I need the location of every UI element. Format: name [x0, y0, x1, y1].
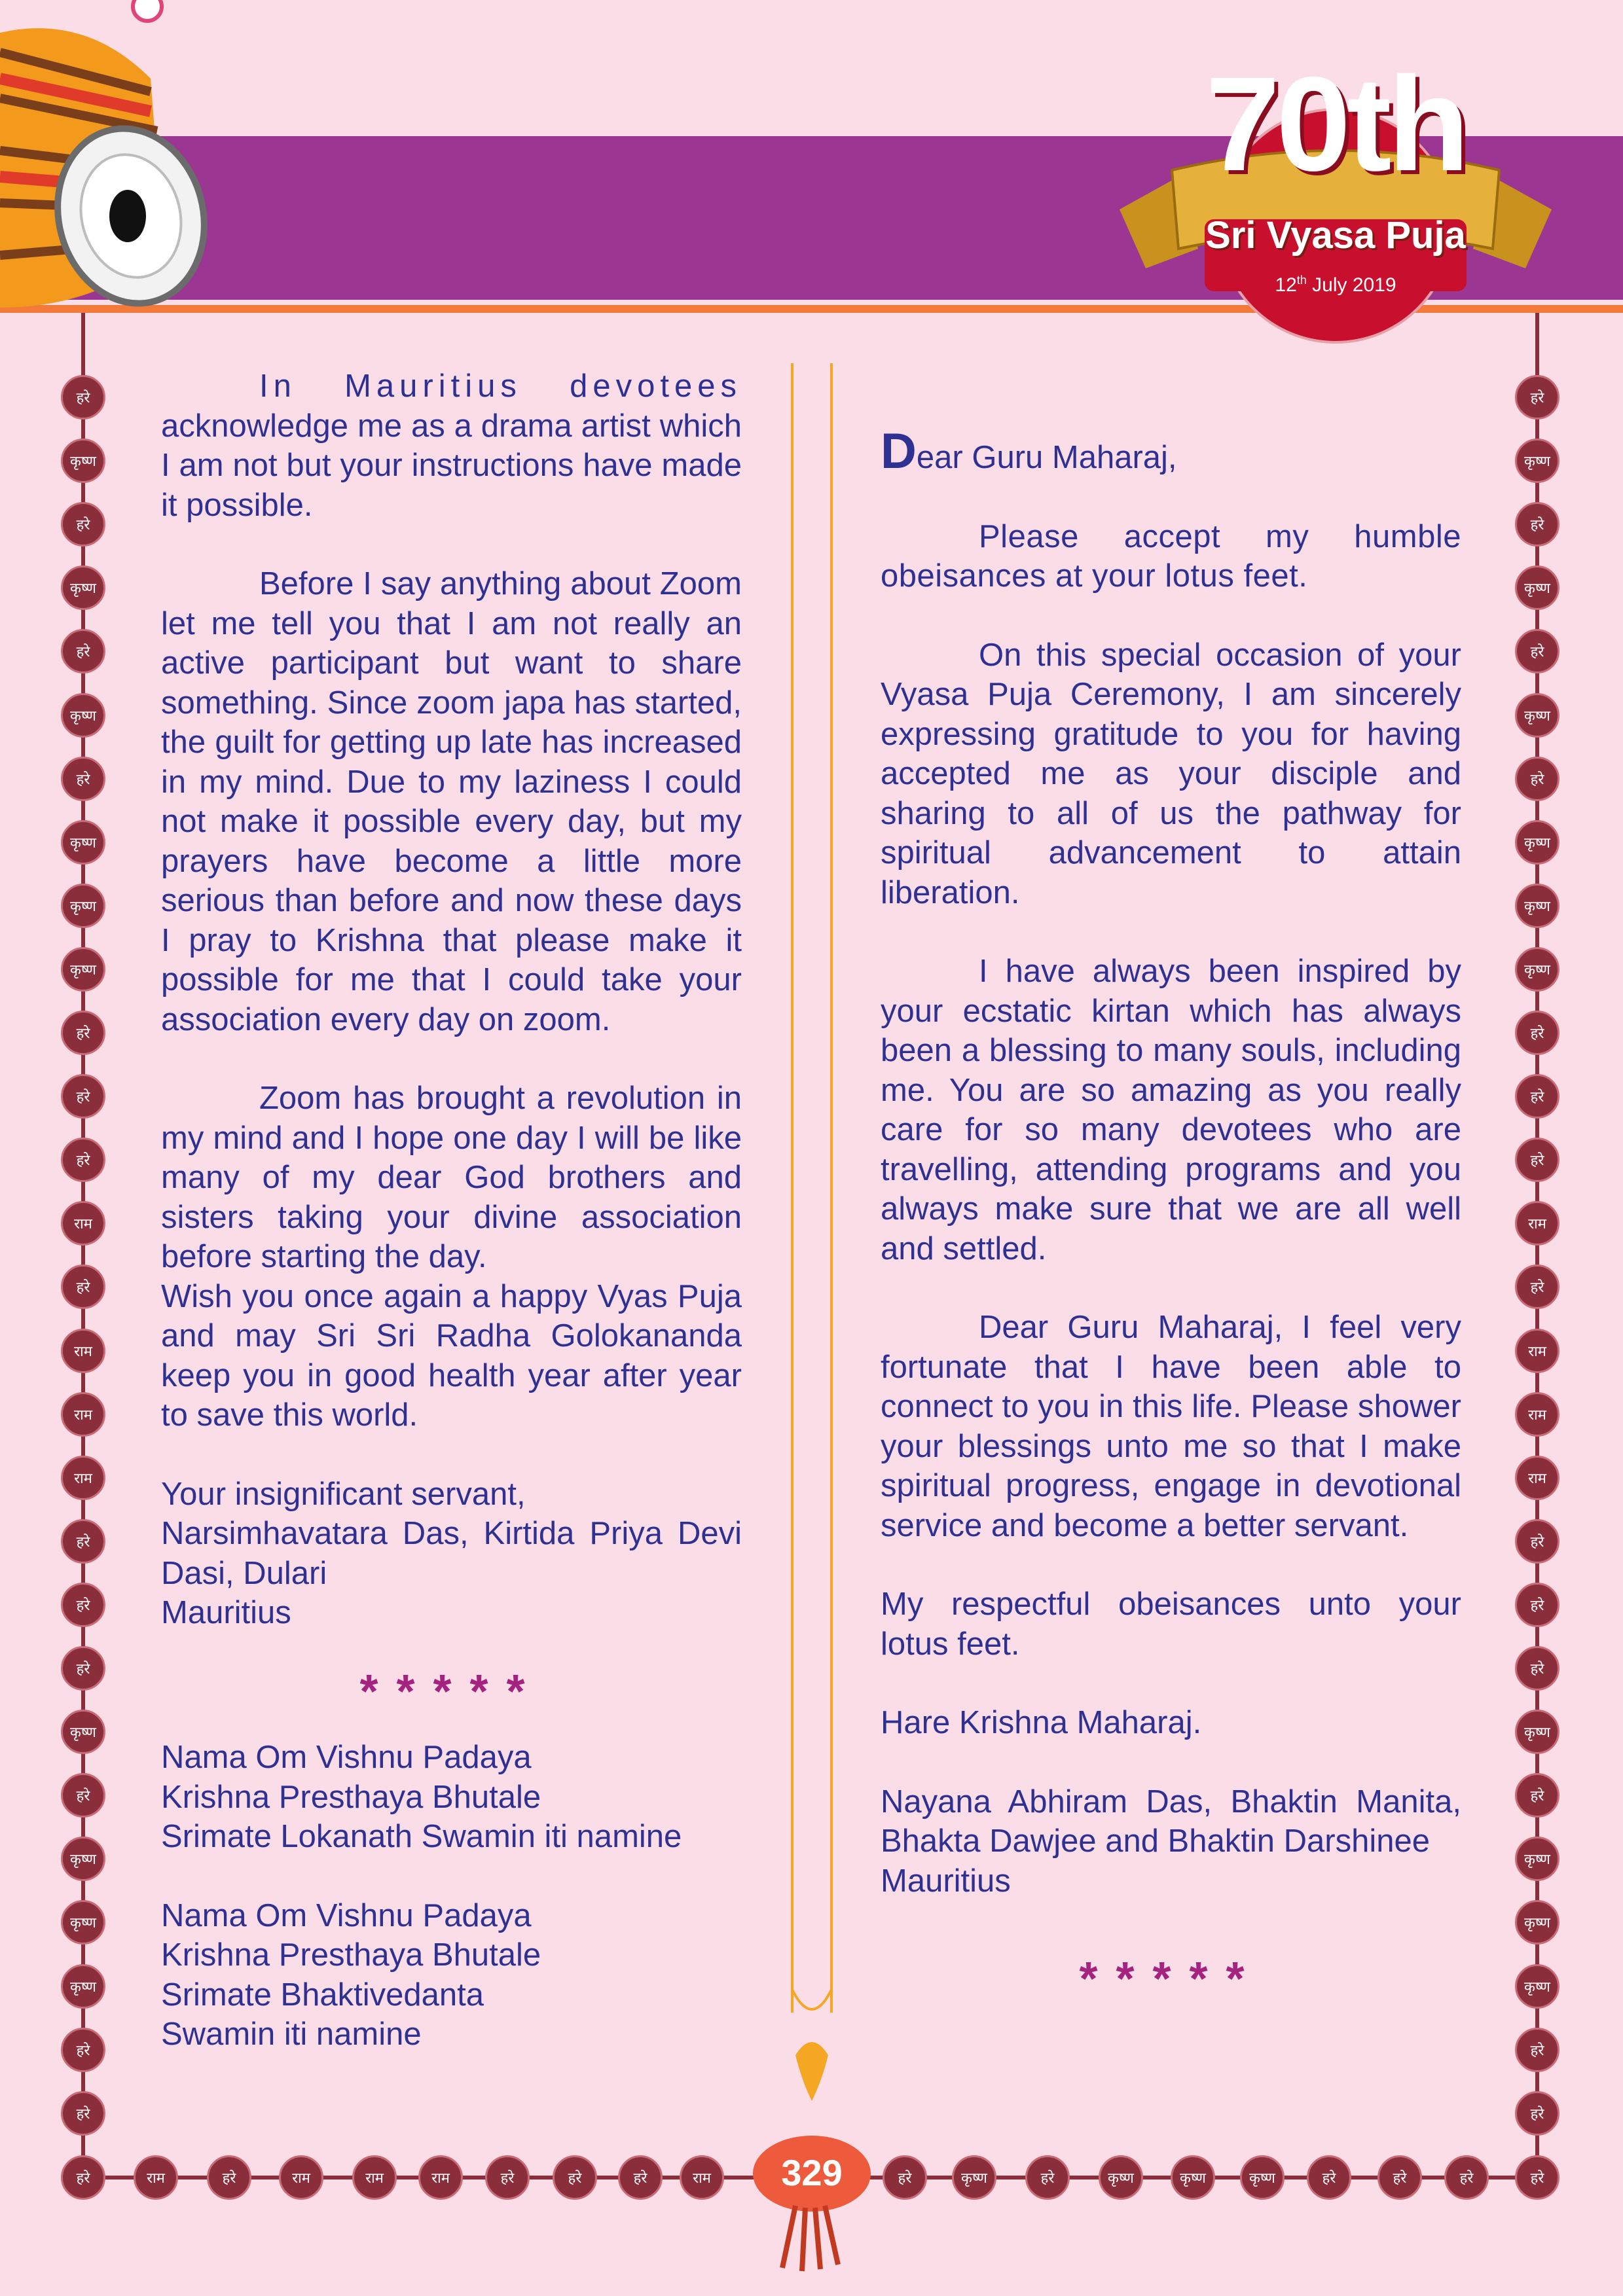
- column-divider-right-strand: [830, 363, 833, 2013]
- mantra-bead: कृष्ण: [952, 2155, 996, 2200]
- prayer-line: Srimate Bhaktivedanta: [161, 1977, 484, 2013]
- mridanga-drum-illustration: [0, 0, 249, 321]
- mantra-bead: कृष्ण: [1099, 2155, 1143, 2200]
- right-column: [881, 423, 1461, 2026]
- right-para-1: Please accept my humble obeisances at your lotus feet.: [881, 518, 1461, 594]
- mantra-bead: हरे: [61, 1138, 105, 1182]
- mantra-bead: हरे: [1515, 502, 1559, 547]
- mantra-bead: हरे: [61, 2155, 105, 2200]
- mantra-bead: हरे: [1515, 1074, 1559, 1119]
- mantra-bead: हरे: [1515, 2155, 1559, 2200]
- salutation-text: ear Guru Maharaj,: [916, 440, 1177, 475]
- left-country: Mauritius: [161, 1595, 291, 1630]
- mantra-bead: कृष्ण: [1515, 565, 1559, 610]
- mantra-bead: हरे: [1515, 375, 1559, 420]
- mantra-bead: हरे: [61, 1074, 105, 1119]
- mantra-bead: हरे: [1515, 1138, 1559, 1182]
- mantra-bead: कृष्ण: [61, 1837, 105, 1881]
- right-para-3: I have always been inspired by your ecstatic kirtan which has always been a blessing to many souls, including me. You are so amazing as you really care for so many devotees who are travelling, attending programs and you always make sure that we are all well and settled.: [881, 954, 1461, 1266]
- mantra-bead: हरे: [1515, 2028, 1559, 2072]
- badge-date-rest: July 2019: [1312, 274, 1396, 296]
- mantra-bead: हरे: [61, 1773, 105, 1818]
- mantra-bead: हरे: [1377, 2155, 1422, 2200]
- mantra-bead: राम: [1515, 1456, 1559, 1500]
- mantra-bead: हरे: [61, 1265, 105, 1309]
- prayer-line: Srimate Lokanath Swamin iti namine: [161, 1819, 682, 1854]
- left-closing: Your insignificant servant,: [161, 1476, 526, 1512]
- mantra-bead: राम: [61, 1456, 105, 1500]
- left-stars-separator: *****: [359, 1665, 543, 1718]
- mantra-bead: हरे: [883, 2155, 927, 2200]
- right-salutation: [881, 423, 1461, 479]
- left-intro-first-line: In Mauritius devotees: [259, 368, 742, 404]
- mantra-bead: राम: [352, 2155, 397, 2200]
- mantra-bead: राम: [279, 2155, 323, 2200]
- badge-number: 70th: [1205, 49, 1466, 199]
- mantra-bead: राम: [134, 2155, 178, 2200]
- mantra-bead: कृष्ण: [1515, 884, 1559, 928]
- mantra-bead: हरे: [1515, 2091, 1559, 2136]
- mantra-bead: कृष्ण: [61, 820, 105, 865]
- page-number: 329: [781, 2152, 843, 2193]
- mantra-bead: हरे: [61, 1519, 105, 1564]
- mantra-bead: कृष्ण: [61, 565, 105, 610]
- mantra-bead: हरे: [1515, 1646, 1559, 1691]
- mantra-bead: कृष्ण: [61, 1964, 105, 2009]
- mantra-bead: हरे: [61, 1646, 105, 1691]
- mantra-bead: हरे: [1515, 1011, 1559, 1055]
- prayer-line: Krishna Presthaya Bhutale: [161, 1937, 541, 1973]
- mantra-bead: हरे: [1515, 1773, 1559, 1818]
- mantra-bead: कृष्ण: [61, 693, 105, 738]
- mantra-bead: हरे: [61, 2028, 105, 2072]
- right-stars-separator: *****: [1079, 1953, 1263, 2005]
- left-para-4: Wish you once again a happy Vyas Puja and may Sri Sri Radha Golokananda keep you in good health year after year to save this world.: [161, 1278, 742, 1433]
- left-prayer-2: [161, 1896, 742, 2054]
- mantra-bead: हरे: [1515, 757, 1559, 801]
- badge-date-day: 12: [1275, 274, 1297, 296]
- right-signature-2: Bhakta Dawjee and Bhaktin Darshinee: [881, 1823, 1430, 1859]
- mantra-bead: कृष्ण: [61, 1710, 105, 1754]
- mantra-bead: राम: [1515, 1201, 1559, 1246]
- mantra-bead: राम: [61, 1329, 105, 1373]
- mantra-bead: हरे: [553, 2155, 597, 2200]
- prayer-line: Nama Om Vishnu Padaya: [161, 1897, 532, 1933]
- divider-tassel-drop: [782, 1990, 841, 2108]
- mantra-bead: कृष्ण: [61, 947, 105, 992]
- mantra-bead: हरे: [1515, 629, 1559, 673]
- left-signature: Narsimhavatara Das, Kirtida Priya Devi Dasi, Dulari: [161, 1516, 742, 1591]
- left-para-2: Before I say anything about Zoom let me tell you that I am not really an active participant but want to share something. Since zoom japa has started, the guilt for getting up late has increased in my mind. Due to my laziness I could not make it possible every day, but my prayers have become a little more serious than before and now these days I pray to Krishna that please make it possible for me that I could take your association every day on zoom.: [161, 566, 742, 1037]
- mantra-bead: राम: [1515, 1329, 1559, 1373]
- mantra-bead: राम: [61, 1392, 105, 1437]
- right-para-6: Hare Krishna Maharaj.: [881, 1705, 1202, 1740]
- mantra-bead: हरे: [1025, 2155, 1070, 2200]
- prayer-line: Krishna Presthaya Bhutale: [161, 1779, 541, 1815]
- mantra-bead: कृष्ण: [1171, 2155, 1215, 2200]
- mantra-bead: हरे: [618, 2155, 663, 2200]
- mantra-bead: राम: [418, 2155, 463, 2200]
- left-intro-paragraph: [161, 367, 742, 525]
- mantra-bead: कृष्ण: [1515, 1710, 1559, 1754]
- left-prayer-1: [161, 1738, 742, 1857]
- mantra-bead: हरे: [485, 2155, 530, 2200]
- mantra-bead: कृष्ण: [61, 884, 105, 928]
- mantra-bead: कृष्ण: [61, 1900, 105, 1945]
- salutation-drop-cap: D: [881, 423, 917, 479]
- mantra-bead: हरे: [1515, 1519, 1559, 1564]
- mantra-bead: हरे: [1515, 1583, 1559, 1627]
- right-para-5: My respectful obeisances unto your lotus feet.: [881, 1587, 1461, 1662]
- badge-date: [1237, 267, 1434, 298]
- left-intro-rest: acknowledge me as a drama artist which I am not but your instructions have made it possible.: [161, 408, 742, 523]
- prayer-line: Nama Om Vishnu Padaya: [161, 1740, 532, 1775]
- mantra-bead: हरे: [1515, 1265, 1559, 1309]
- mantra-bead: कृष्ण: [1515, 1964, 1559, 2009]
- badge-date-suffix: th: [1296, 274, 1307, 287]
- mantra-bead: हरे: [1307, 2155, 1351, 2200]
- mantra-bead: कृष्ण: [1515, 1837, 1559, 1881]
- right-para-2: On this special occasion of your Vyasa Puja Ceremony, I am sincerely expressing gratitude to you for having accepted me as your disciple and sharing to all of us the pathway for spiritual advancement to attain liberation.: [881, 637, 1461, 910]
- mantra-bead: कृष्ण: [1515, 439, 1559, 483]
- right-signoff: [881, 1782, 1461, 1901]
- left-column: [161, 367, 742, 2094]
- badge-title: Sri Vyasa Puja: [1205, 214, 1466, 257]
- prayer-line: Swamin iti namine: [161, 2017, 422, 2052]
- mantra-bead: हरे: [61, 629, 105, 673]
- mantra-bead: हरे: [61, 757, 105, 801]
- right-country: Mauritius: [881, 1863, 1011, 1899]
- mantra-bead: राम: [1515, 1392, 1559, 1437]
- mantra-bead: हरे: [61, 1011, 105, 1055]
- mantra-bead: हरे: [61, 375, 105, 420]
- mantra-bead: कृष्ण: [1515, 1900, 1559, 1945]
- right-signature: Nayana Abhiram Das, Bhaktin Manita,: [881, 1784, 1461, 1820]
- mantra-bead: हरे: [61, 1583, 105, 1627]
- left-signoff: [161, 1475, 742, 1633]
- left-para-3: Zoom has brought a revolution in my mind and I hope one day I will be like many of my dear God brothers and sisters taking your divine association before starting the day.: [161, 1081, 742, 1274]
- right-para-4: Dear Guru Maharaj, I feel very fortunate that I have been able to connect to you in this life. Please shower your blessings unto me so that I make spiritual progress, engage in devotional service and become a better servant.: [881, 1310, 1461, 1543]
- mantra-bead: हरे: [61, 2091, 105, 2136]
- mantra-bead: कृष्ण: [1515, 947, 1559, 992]
- mantra-bead: हरे: [61, 502, 105, 547]
- mantra-bead: हरे: [207, 2155, 251, 2200]
- mantra-bead: कृष्ण: [1515, 820, 1559, 865]
- column-divider-left-strand: [791, 363, 793, 2013]
- mantra-bead: कृष्ण: [1240, 2155, 1285, 2200]
- mantra-bead: कृष्ण: [61, 439, 105, 483]
- mantra-bead: हरे: [1444, 2155, 1489, 2200]
- mantra-bead: राम: [680, 2155, 724, 2200]
- mantra-bead: कृष्ण: [1515, 693, 1559, 738]
- mantra-bead: राम: [61, 1201, 105, 1246]
